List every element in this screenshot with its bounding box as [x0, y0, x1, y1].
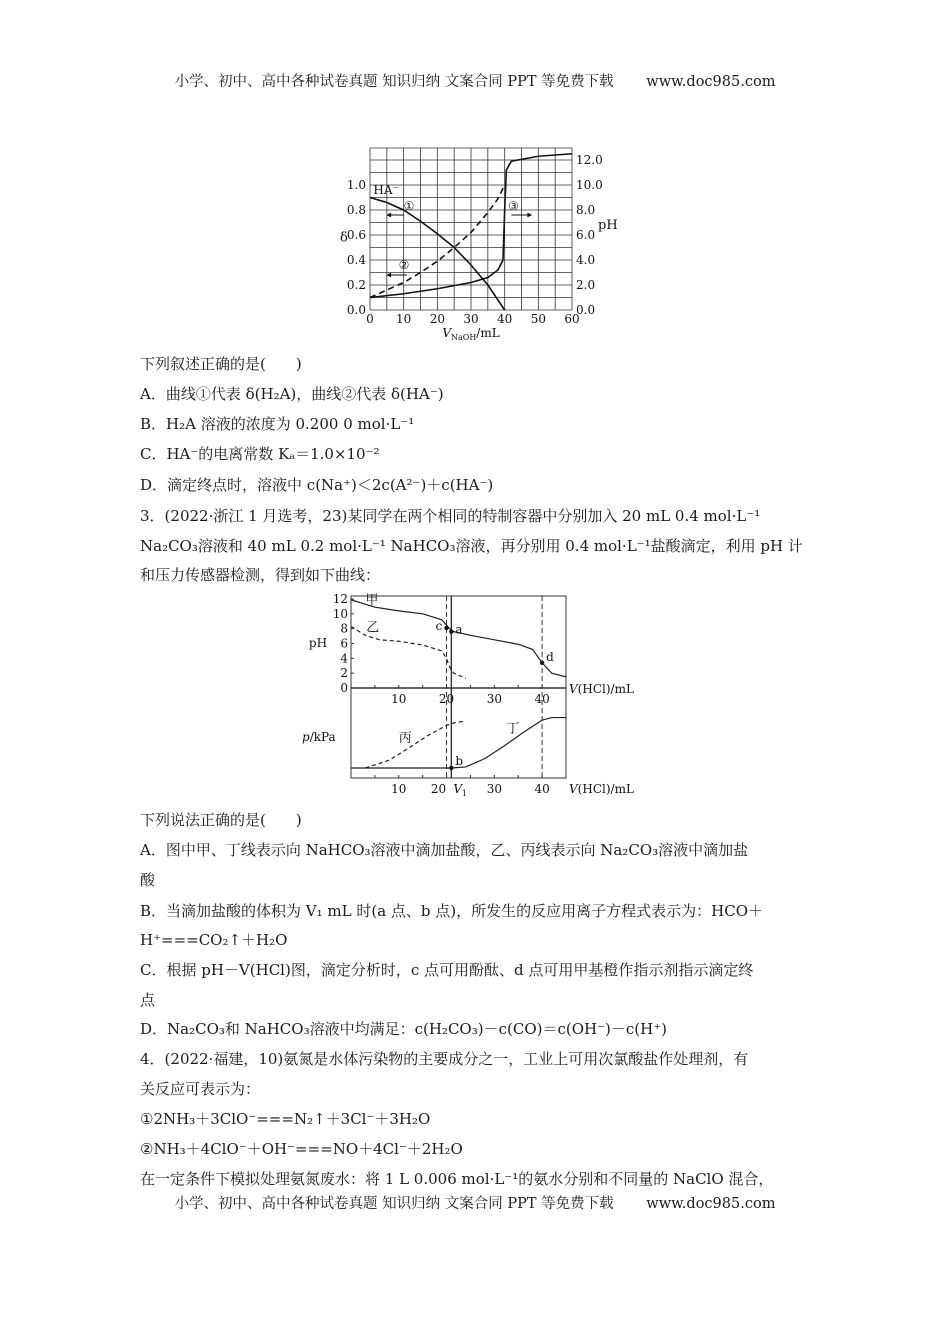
svg-text:20: 20: [430, 782, 447, 796]
svg-text:12.0: 12.0: [576, 153, 603, 167]
svg-text:0: 0: [366, 312, 374, 326]
q2-option-c: C．HA⁻的电离常数 Kₐ＝1.0×10⁻²: [140, 445, 380, 463]
svg-text:①: ①: [403, 199, 415, 213]
chart2-labels: [302, 592, 634, 798]
svg-text:甲: 甲: [365, 593, 379, 609]
svg-text:10: 10: [332, 606, 348, 621]
svg-text:60: 60: [564, 312, 580, 326]
svg-text:2.0: 2.0: [576, 278, 596, 292]
q2-prompt: 下列叙述正确的是( ): [140, 355, 302, 373]
svg-text:pH: pH: [598, 217, 618, 233]
q3-option-c: C．根据 pH－V(HCl)图，滴定分析时，c 点可用酚酞、d 点可用甲基橙作指示剂指示滴定终: [140, 961, 754, 979]
q2-option-d: D．滴定终点时，溶液中 c(Na⁺)＜2c(A²⁻)＋c(HA⁻): [140, 476, 494, 494]
q4-stem-line-5: 在一定条件下模拟处理氨氮废水：将 1 L 0.006 mol·L⁻¹的氨水分别和不同量的 NaClO 混合，: [140, 1170, 774, 1188]
svg-text:10: 10: [391, 782, 407, 796]
svg-text:30: 30: [486, 692, 502, 706]
chart1-grid: [370, 148, 572, 310]
page-header: [0, 70, 950, 91]
svg-text:②: ②: [398, 257, 410, 272]
q3-option-a-cont: 酸: [140, 871, 156, 889]
svg-text:40: 40: [534, 782, 550, 796]
footer-url[interactable]: www.doc985.com: [646, 1196, 776, 1212]
q4-stem-line-1: 4．(2022·福建，10)氨氮是水体污染物的主要成分之一，工业上可用次氯酸盐作处理剂，有: [140, 1050, 749, 1068]
footer-text: 小学、初中、高中各种试卷真题 知识归纳 文案合同 PPT 等免费下载: [174, 1196, 614, 1212]
q3-option-d: D．Na₂CO₃和 NaHCO₃溶液中均满足：c(H₂CO₃)－c(CO)＝c(OH⁻)－c(H⁺): [140, 1020, 667, 1038]
svg-text:c: c: [435, 618, 443, 633]
svg-text:6: 6: [340, 636, 348, 651]
q3-option-b-cont: H⁺===CO₂↑＋H₂O: [140, 931, 288, 949]
svg-text:0.2: 0.2: [346, 278, 366, 292]
header-url[interactable]: www.doc985.com: [646, 74, 776, 90]
svg-text:δ: δ: [340, 230, 348, 246]
svg-text:30: 30: [463, 312, 479, 326]
svg-text:1.0: 1.0: [346, 178, 366, 192]
svg-text:10: 10: [391, 692, 407, 706]
q3-option-c-cont: 点: [140, 991, 156, 1009]
svg-text:4: 4: [340, 651, 348, 666]
q2-option-b: B．H₂A 溶液的浓度为 0.200 0 mol·L⁻¹: [140, 415, 415, 433]
svg-text:20: 20: [438, 692, 455, 706]
titration-delta-ph-chart: [340, 140, 630, 345]
svg-text:VNaOH/mL: $V_{NaOH}/mL$: [442, 326, 500, 342]
svg-text:p/kPa: p/kPa: [302, 729, 336, 744]
svg-text:4.0: 4.0: [576, 253, 596, 267]
svg-text:40: 40: [534, 692, 550, 706]
svg-text:V(HCl)/mL: V(HCl)/mL: [569, 782, 634, 796]
svg-text:0.0: 0.0: [576, 303, 596, 317]
svg-text:10.0: 10.0: [576, 178, 603, 192]
svg-text:HA⁻: HA⁻: [373, 182, 399, 197]
svg-text:0.8: 0.8: [346, 203, 366, 217]
svg-text:0.0: 0.0: [346, 303, 366, 317]
q3-stem-line-2: Na₂CO₃溶液和 40 mL 0.2 mol·L⁻¹ NaHCO₃溶液，再分别用 0.4 mol·L⁻¹盐酸滴定，利用 pH 计: [140, 537, 803, 555]
svg-text:12: 12: [332, 592, 348, 606]
q4-equation-1: ①2NH₃＋3ClO⁻===N₂↑＋3Cl⁻＋3H₂O: [140, 1110, 431, 1128]
q3-stem-line-3: 和压力传感器检测，得到如下曲线：: [140, 566, 381, 584]
q4-equation-2: ②NH₃＋4ClO⁻＋OH⁻===NO＋4Cl⁻＋2H₂O: [140, 1140, 463, 1158]
page-footer: [0, 1192, 950, 1213]
q3-option-b: B．当滴加盐酸的体积为 V₁ mL 时(a 点、b 点)，所发生的反应用离子方程式表示为：HCO＋: [140, 902, 764, 920]
svg-text:丁: 丁: [506, 721, 520, 737]
svg-text:6.0: 6.0: [576, 228, 596, 242]
q3-prompt: 下列说法正确的是( ): [140, 811, 302, 829]
svg-text:8: 8: [340, 621, 348, 636]
svg-text:b: b: [455, 754, 464, 768]
header-text: 小学、初中、高中各种试卷真题 知识归纳 文案合同 PPT 等免费下载: [174, 74, 614, 90]
svg-text:丙: 丙: [398, 731, 412, 746]
q3-option-a: A．图中甲、丁线表示向 NaHCO₃溶液中滴加盐酸，乙、丙线表示向 Na₂CO₃溶液中滴加盐: [140, 841, 749, 859]
svg-text:a: a: [455, 622, 463, 637]
q3-stem-line-1: 3．(2022·浙江 1 月选考，23)某同学在两个相同的特制容器中分别加入 20 mL 0.4 mol·L⁻¹: [140, 507, 761, 525]
svg-text:0.4: 0.4: [346, 253, 366, 267]
q2-option-a: A．曲线①代表 δ(H₂A)，曲线②代表 δ(HA⁻): [140, 385, 444, 403]
svg-text:2: 2: [340, 666, 348, 681]
svg-text:0: 0: [340, 681, 348, 695]
svg-text:50: 50: [530, 312, 546, 326]
svg-text:40: 40: [497, 312, 513, 326]
svg-text:20: 20: [429, 312, 445, 326]
svg-text:0.6: 0.6: [346, 228, 366, 242]
svg-text:V1: $V_1$: [453, 782, 468, 798]
hcl-titration-ph-pressure-chart: [300, 590, 650, 805]
svg-text:10: 10: [396, 312, 412, 326]
svg-text:30: 30: [486, 782, 502, 796]
svg-text:V(HCl)/mL: V(HCl)/mL: [569, 682, 634, 696]
svg-text:乙: 乙: [366, 620, 380, 636]
svg-text:8.0: 8.0: [576, 203, 596, 217]
q4-stem-line-2: 关反应可表示为：: [140, 1080, 261, 1098]
svg-text:③: ③: [508, 199, 519, 213]
svg-text:pH: pH: [308, 636, 328, 651]
svg-text:d: d: [546, 649, 554, 664]
